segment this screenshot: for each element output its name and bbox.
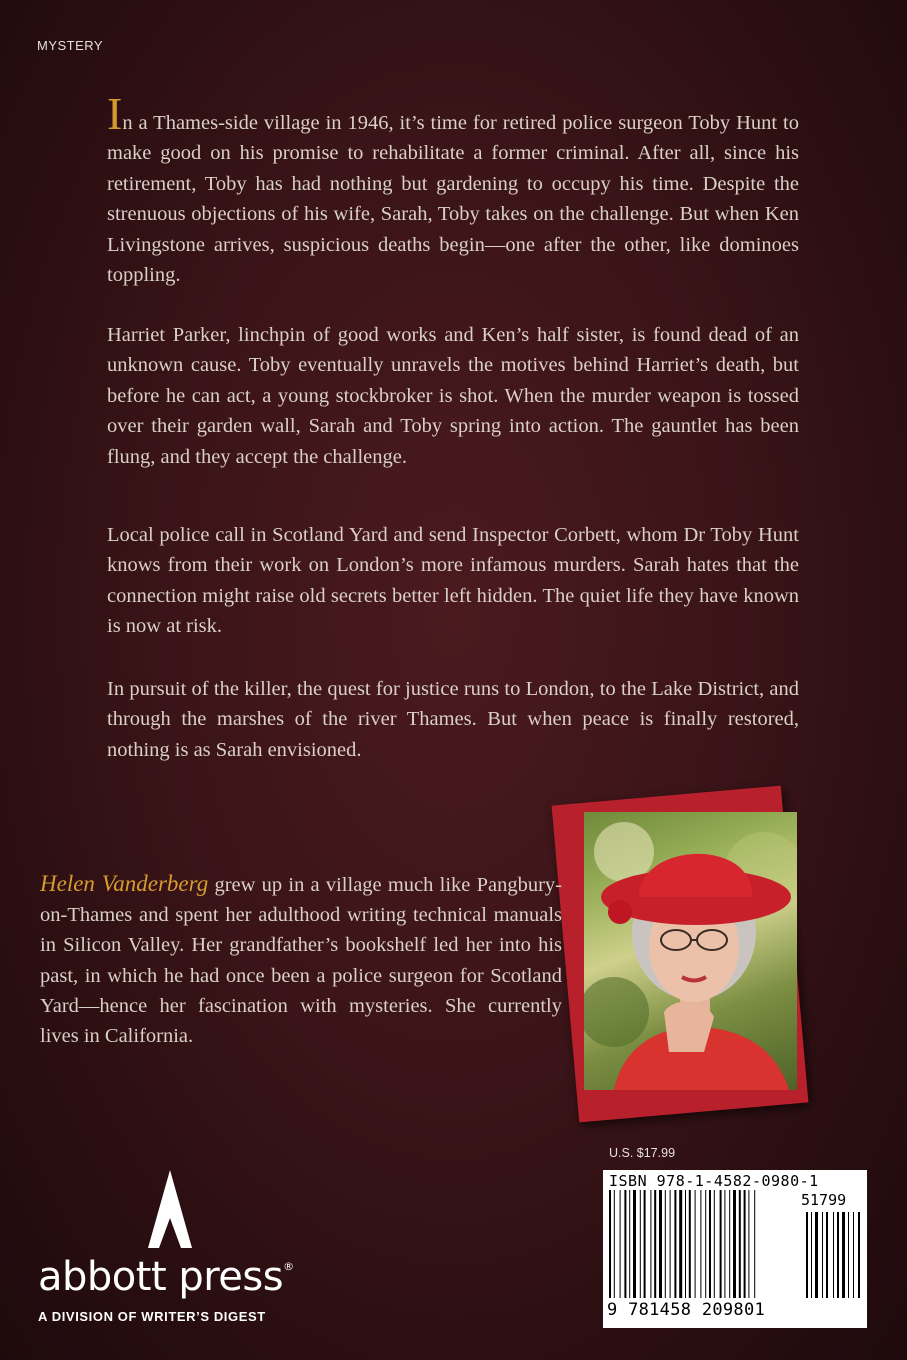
abbott-press-a-logo-icon <box>146 1170 194 1250</box>
author-photo <box>584 812 797 1090</box>
author-name: Helen Vanderberg <box>40 871 209 896</box>
blurb-paragraph-2: Harriet Parker, linchpin of good works and Ken’s half sister, is found dead of an unknown cause. Toby eventually unravels the motives behind Harriet’s death, but before he can act, a young stockbroker is shot. When the murder weapon is tossed over their garden wall, Sarah and Toby spring into action. The gauntlet has been flung, and they accept the challenge. <box>107 324 799 468</box>
author-portrait-illustration <box>584 812 797 1090</box>
publisher-name <box>38 1254 294 1300</box>
drop-cap: I <box>107 88 123 139</box>
ean-digits: 9 781458 209801 <box>607 1300 766 1320</box>
price-label: U.S. $17.99 <box>609 1146 676 1160</box>
publisher-subtitle: A DIVISION OF WRITER’S DIGEST <box>38 1309 266 1324</box>
author-bio-text: grew up in a village much like Pangbury-on-Thames and spent her adulthood writing technical manuals in Silicon Valley. Her grandfather’s bookshelf led her into his past, in which he had once been a police surgeon for Scotland Yard—hence her fascination with mysteries. She currently lives in California. <box>40 874 562 1048</box>
blurb-paragraph-1-text: n a Thames-side village in 1946, it’s time for retired police surgeon Toby Hunt to make good on his promise to rehabilitate a former criminal. After all, since his retirement, Toby has had nothing but gardening to occupy his time. Despite the strenuous objections of his wife, Sarah, Toby takes on the challenge. But when Ken Livingstone arrives, suspicious deaths begin—one after the other, like dominoes toppling. <box>107 112 799 287</box>
publisher-name-text: abbott press <box>38 1254 284 1300</box>
blurb-paragraph-1 <box>107 88 799 290</box>
genre-label: MYSTERY <box>37 38 104 53</box>
barcode-addon-number: 51799 <box>801 1191 847 1209</box>
barcode <box>603 1170 867 1328</box>
author-bio <box>40 869 562 1051</box>
blurb-paragraph-4: In pursuit of the killer, the quest for justice runs to London, to the Lake District, and through the marshes of the river Thames. But when peace is finally restored, nothing is as Sarah envisioned. <box>107 678 799 761</box>
isbn-label: ISBN 978-1-4582-0980-1 <box>609 1172 819 1190</box>
blurb-paragraph-3: Local police call in Scotland Yard and send Inspector Corbett, whom Dr Toby Hunt knows from their work on London’s more infamous murders. Sarah hates that the connection might raise old secrets better left hidden. The quiet life they have known is now at risk. <box>107 524 799 638</box>
registered-mark: ® <box>283 1260 294 1273</box>
